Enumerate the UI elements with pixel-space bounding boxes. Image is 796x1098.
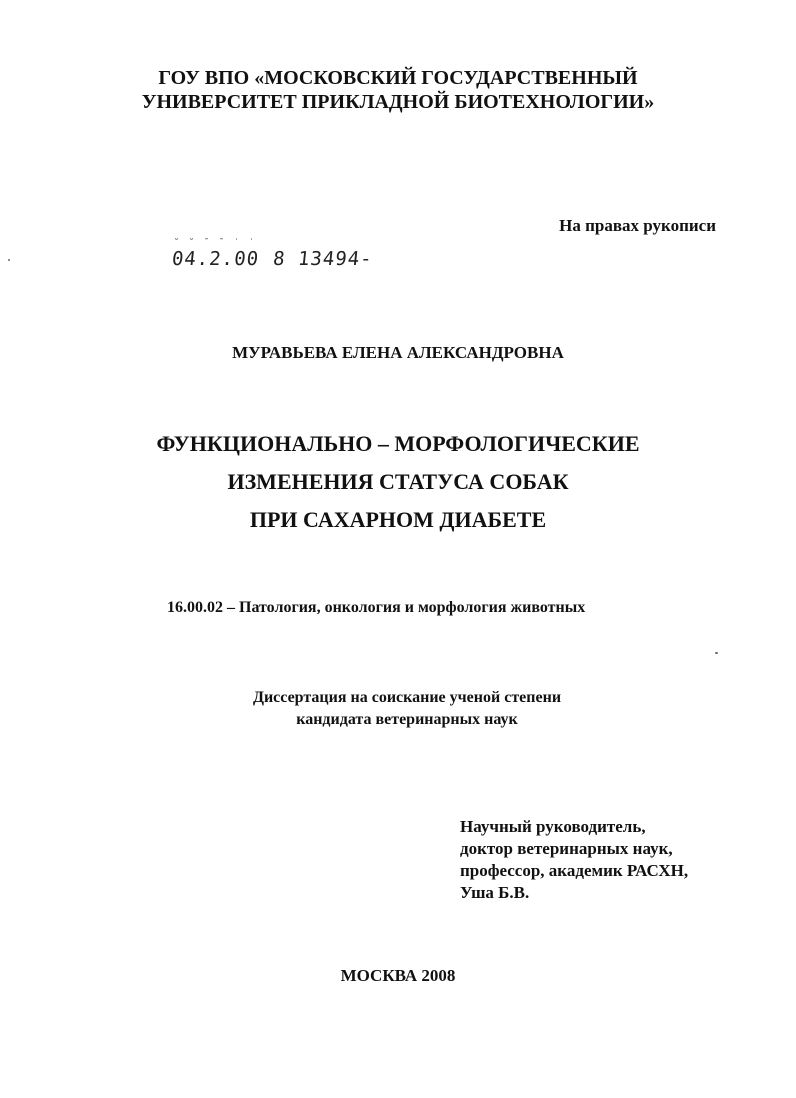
- author-name: МУРАВЬЕВА ЕЛЕНА АЛЕКСАНДРОВНА: [232, 343, 564, 362]
- stamp-code-part-1: 04.2.00: [170, 248, 261, 270]
- stamp-dots-decoration: ˘˘ˉˉ˙˙: [174, 238, 264, 249]
- supervisor-line-3: профессор, академик РАСХН,: [460, 861, 689, 880]
- degree-line-2: кандидата ветеринарных наук: [296, 711, 518, 728]
- registration-stamp: [171, 248, 374, 270]
- title-line-3: ПРИ САХАРНОМ ДИАБЕТЕ: [249, 507, 547, 532]
- university-name: [0, 66, 796, 114]
- degree-statement: [0, 687, 796, 731]
- specialty-code: 16.00.02 – Патология, онкология и морфология животных: [167, 599, 586, 616]
- city-year: МОСКВА 2008: [340, 966, 456, 985]
- stamp-mark: -: [359, 248, 374, 270]
- scan-speck: [8, 259, 10, 261]
- supervisor-line-2: доктор ветеринарных наук,: [460, 839, 673, 858]
- scan-speck: [715, 652, 718, 654]
- university-name-line-1: ГОУ ВПО «МОСКОВСКИЙ ГОСУДАРСТВЕННЫЙ: [158, 67, 638, 89]
- supervisor-line-1: Научный руководитель,: [460, 817, 646, 836]
- dissertation-title: [0, 425, 796, 539]
- degree-line-1: Диссертация на соискание ученой степени: [252, 689, 562, 706]
- title-line-1: ФУНКЦИОНАЛЬНО – МОРФОЛОГИЧЕСКИЕ: [156, 431, 640, 456]
- stamp-code-part-2: 8 13494: [271, 248, 362, 270]
- scientific-supervisor: [460, 816, 688, 904]
- title-line-2: ИЗМЕНЕНИЯ СТАТУСА СОБАК: [227, 469, 569, 494]
- rights-note: На правах рукописи: [559, 216, 716, 235]
- university-name-line-2: УНИВЕРСИТЕТ ПРИКЛАДНОЙ БИОТЕХНОЛОГИИ»: [141, 91, 655, 113]
- supervisor-line-4: Уша Б.В.: [460, 883, 530, 902]
